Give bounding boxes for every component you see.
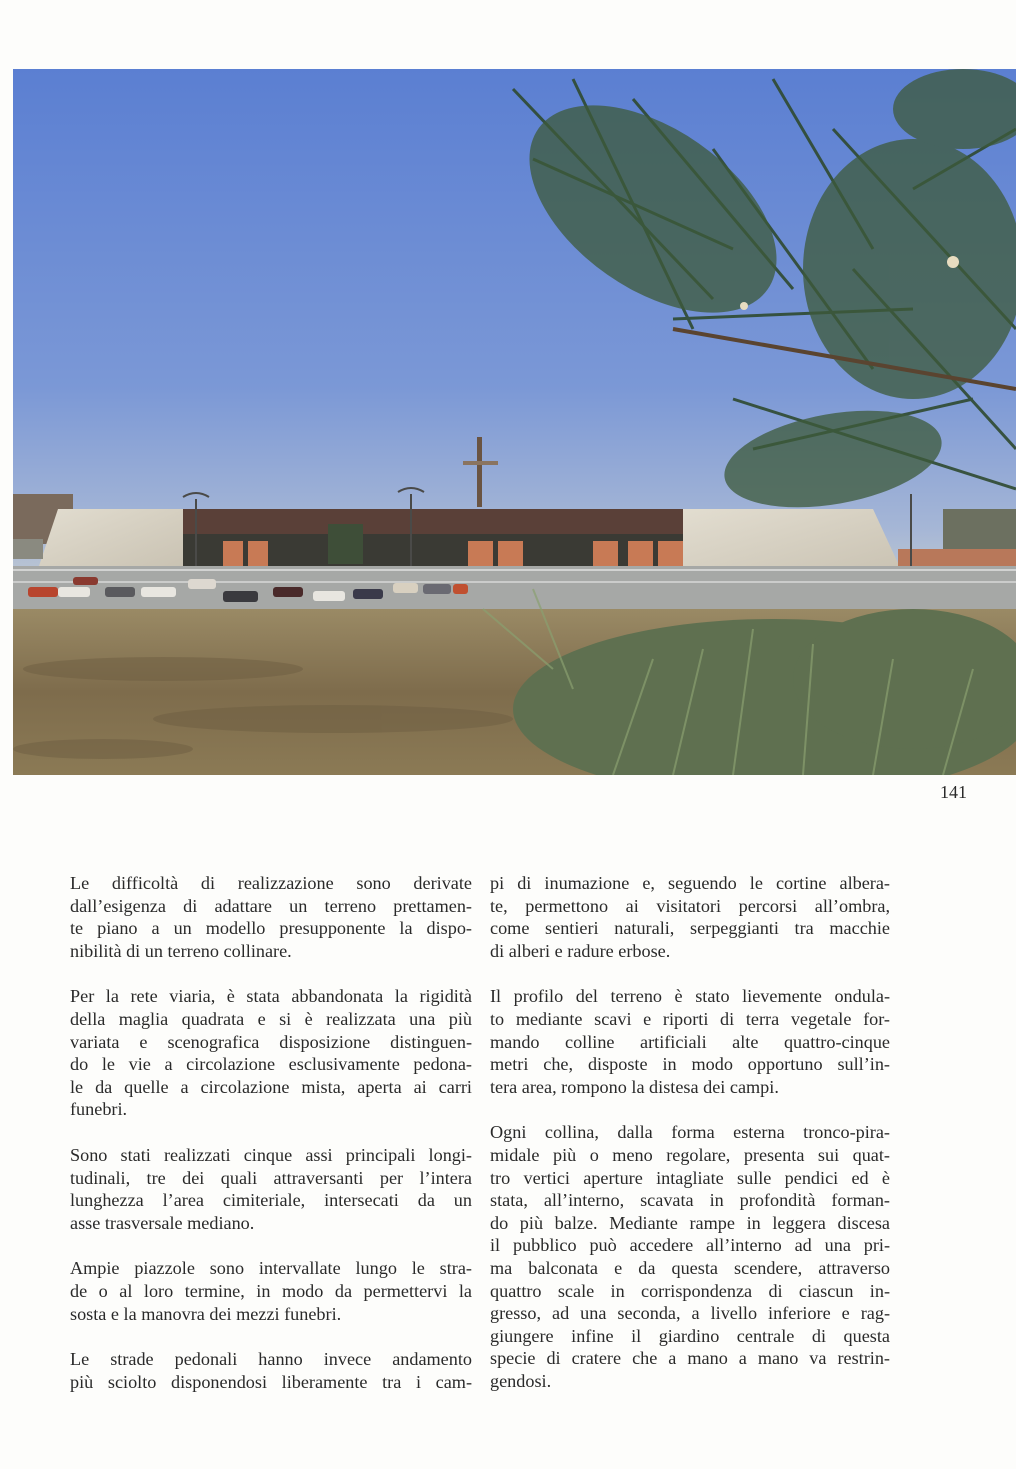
text-line: Il profilo del terreno è stato lievemente ondula-: [490, 986, 890, 1007]
paragraph: [490, 1121, 890, 1392]
paragraph: [70, 985, 472, 1121]
paragraph: [70, 1257, 472, 1325]
text-line: specie di cratere che a mano a mano va restrin-: [490, 1348, 890, 1369]
text-line: più sciolto disponendosi liberamente tra i cam-: [70, 1371, 472, 1392]
text-line: come sentieri naturali, serpeggianti tra macchie: [490, 918, 890, 939]
text-line: pi di inumazione e, seguendo le cortine albera-: [490, 873, 890, 893]
text-line: gresso, ad una seconda, a livello inferiore e rag-: [490, 1303, 890, 1324]
text-line: lunghezza l’area cimiteriale, intersecati da un: [70, 1190, 472, 1211]
text-line: della maglia quadrata e si è realizzata una più: [70, 1008, 472, 1029]
text-line: ma balconata e da questa scendere, attraverso: [490, 1257, 890, 1278]
text-line: quattro scale in corrispondenza di ciascun in-: [490, 1280, 890, 1301]
text-line: tudinali, tre dei quali attraversanti per l’intera: [70, 1167, 472, 1188]
text-line: di alberi e radure erbose.: [490, 940, 671, 961]
text-line: giungere infine il giardino centrale di questa: [490, 1325, 890, 1346]
text-line: tera area, rompono la distesa dei campi.: [490, 1076, 779, 1097]
text-line: nibilità di un terreno collinare.: [70, 940, 292, 961]
text-line: do più balze. Mediante rampe in leggera discesa: [490, 1212, 890, 1233]
text-line: il pubblico può accedere all’interno ad una pri-: [490, 1235, 890, 1256]
text-column-left: [70, 872, 472, 1416]
text-line: Le strade pedonali hanno invece andamento: [70, 1349, 472, 1370]
cemetery-photograph: [13, 69, 1016, 775]
text-line: midale più o meno regolare, presenta sui quat-: [490, 1144, 890, 1165]
text-line: sosta e la manovra dei mezzi funebri.: [70, 1303, 342, 1324]
text-line: to mediante scavi e riporti di terra vegetale for-: [490, 1008, 890, 1029]
paragraph: [70, 872, 472, 962]
text-line: Sono stati realizzati cinque assi principali longi-: [70, 1144, 472, 1165]
text-line: funebri.: [70, 1099, 128, 1120]
text-line: stata, all’interno, scavata in profondità forman-: [490, 1190, 890, 1211]
page-number: 141: [940, 782, 967, 802]
paragraph: [70, 1144, 472, 1234]
text-line: Ogni collina, dalla forma esterna tronco-pira-: [490, 1122, 890, 1143]
text-line: tro vertici aperture intagliate sulle pendici ed è: [490, 1167, 890, 1188]
text-line: le da quelle a circolazione mista, aperta ai carri: [70, 1076, 472, 1097]
text-line: Le difficoltà di realizzazione sono derivate: [70, 873, 472, 893]
text-line: do le vie a circolazione esclusivamente pedona-: [70, 1054, 472, 1075]
text-line: dall’esigenza di adattare un terreno prettamen-: [70, 895, 472, 916]
text-line: asse trasversale mediano.: [70, 1212, 255, 1233]
text-line: mando colline artificiali alte quattro-cinque: [490, 1031, 890, 1052]
text-line: Ampie piazzole sono intervallate lungo le stra-: [70, 1258, 472, 1279]
text-line: Per la rete viaria, è stata abbandonata la rigidità: [70, 986, 472, 1007]
text-line: gendosi.: [490, 1370, 552, 1391]
paragraph: [490, 872, 890, 962]
text-line: te, permettono ai visitatori percorsi all’ombra,: [490, 895, 890, 916]
text-line: te piano a un modello presupponente la dispo-: [70, 918, 472, 939]
text-column-right: [490, 872, 890, 1415]
photo-illustration: [13, 69, 1016, 775]
text-line: de o al loro termine, in modo da permettervi la: [70, 1280, 472, 1301]
text-line: variata e scenografica disposizione distinguen-: [70, 1031, 472, 1052]
paragraph: [490, 985, 890, 1098]
paragraph: [70, 1348, 472, 1393]
text-line: metri che, disposte in modo opportuno sull’in-: [490, 1054, 890, 1075]
